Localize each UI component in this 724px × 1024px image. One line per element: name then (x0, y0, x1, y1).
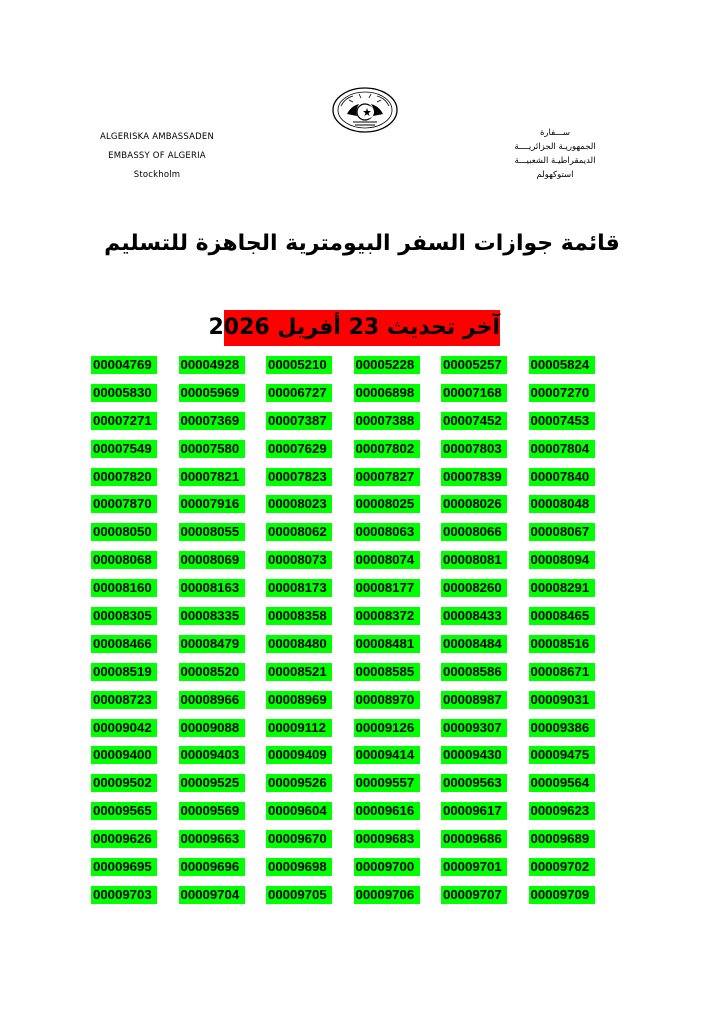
passport-number-cell: 00006727 (266, 384, 332, 402)
passport-number-cell: 00008081 (441, 551, 507, 569)
passport-number-cell: 00008177 (354, 579, 420, 597)
passport-number-cell: 00009683 (354, 830, 420, 848)
embassy-city: Stockholm (133, 170, 181, 180)
passport-number-cell: 00008969 (266, 691, 332, 709)
last-update-banner: آخر تحديث 23 أفريل 2026 (224, 310, 500, 346)
passport-number-cell: 00004928 (179, 356, 245, 374)
passport-number-cell: 00006898 (354, 384, 420, 402)
passport-number-cell: 00008025 (354, 495, 420, 513)
passport-number-cell: 00009707 (441, 886, 507, 904)
passport-number-cell: 00009564 (529, 774, 595, 792)
passport-number-cell: 00004769 (91, 356, 157, 374)
passport-number-cell: 00008585 (354, 663, 420, 681)
passport-number-cell: 00008173 (266, 579, 332, 597)
passport-number-cell: 00008063 (354, 523, 420, 541)
passport-number-cell: 00009475 (529, 746, 595, 764)
passport-number-cell: 00008358 (266, 607, 332, 625)
embassy-name-swedish: ALGERISKA AMBASSADEN (99, 132, 215, 142)
passport-number-cell: 00008026 (441, 495, 507, 513)
document-title: قائمة جوازات السفر البيومترية الجاهزة للتسليم (104, 231, 620, 256)
passport-number-cell: 00007839 (441, 468, 507, 486)
passport-number-cell: 00007453 (529, 412, 595, 430)
passport-number-cell: 00007270 (529, 384, 595, 402)
passport-number-cell: 00009557 (354, 774, 420, 792)
passport-number-cell: 00007804 (529, 440, 595, 458)
passport-number-cell: 00007820 (91, 468, 157, 486)
passport-number-cell: 00009088 (179, 719, 245, 737)
passport-number-cell: 00009563 (441, 774, 507, 792)
passport-number-cell: 00009616 (354, 802, 420, 820)
passport-number-cell: 00009696 (179, 858, 245, 876)
passport-number-cell: 00008519 (91, 663, 157, 681)
passport-number-cell: 00008433 (441, 607, 507, 625)
passport-number-cell: 00008987 (441, 691, 507, 709)
passport-number-cell: 00008073 (266, 551, 332, 569)
passport-number-cell: 00009430 (441, 746, 507, 764)
passport-number-cell: 00009686 (441, 830, 507, 848)
passport-number-cell: 00005210 (266, 356, 332, 374)
passport-number-cell: 00009700 (354, 858, 420, 876)
passport-number-cell: 00008723 (91, 691, 157, 709)
passport-number-cell: 00009569 (179, 802, 245, 820)
passport-number-cell: 00009126 (354, 719, 420, 737)
passport-number-cell: 00008305 (91, 607, 157, 625)
passport-number-cell: 00009031 (529, 691, 595, 709)
passport-number-cell: 00009698 (266, 858, 332, 876)
passport-number-cell: 00007387 (266, 412, 332, 430)
passport-number-cell: 00007802 (354, 440, 420, 458)
passport-number-cell: 00008074 (354, 551, 420, 569)
passport-number-cell: 00007629 (266, 440, 332, 458)
algeria-emblem-icon (331, 86, 399, 134)
republic-line-1-arabic: الجمهوريـة الجزائريــــة (514, 142, 596, 152)
passport-number-cell: 00007916 (179, 495, 245, 513)
embassy-header-latin (82, 128, 232, 185)
passport-number-cell: 00005228 (354, 356, 420, 374)
passport-number-cell: 00008050 (91, 523, 157, 541)
passport-number-cell: 00008023 (266, 495, 332, 513)
passport-number-cell: 00005257 (441, 356, 507, 374)
passport-number-cell: 00009526 (266, 774, 332, 792)
passport-number-cell: 00007168 (441, 384, 507, 402)
passport-number-cell: 00007827 (354, 468, 420, 486)
passport-number-cell: 00008068 (91, 551, 157, 569)
passport-number-cell: 00007823 (266, 468, 332, 486)
passport-number-cell: 00009386 (529, 719, 595, 737)
passport-number-cell: 00009704 (179, 886, 245, 904)
passport-number-cell: 00009525 (179, 774, 245, 792)
passport-number-cell: 00008160 (91, 579, 157, 597)
embassy-name-english: EMBASSY OF ALGERIA (108, 151, 206, 161)
passport-number-cell: 00009702 (529, 858, 595, 876)
passport-number-cell: 00008465 (529, 607, 595, 625)
passport-number-cell: 00007803 (441, 440, 507, 458)
passport-number-cell: 00009689 (529, 830, 595, 848)
passport-number-cell: 00009414 (354, 746, 420, 764)
passport-number-cell: 00007271 (91, 412, 157, 430)
passport-number-cell: 00008970 (354, 691, 420, 709)
passport-number-cell: 00009670 (266, 830, 332, 848)
passport-number-cell: 00008484 (441, 635, 507, 653)
passport-number-cell: 00008069 (179, 551, 245, 569)
passport-number-cell: 00008094 (529, 551, 595, 569)
embassy-header-arabic (500, 126, 610, 182)
passport-number-cell: 00009409 (266, 746, 332, 764)
embassy-label-arabic: ســـفارة (539, 128, 571, 138)
passport-number-cell: 00008372 (354, 607, 420, 625)
passport-number-cell: 00009307 (441, 719, 507, 737)
passport-number-cell: 00009502 (91, 774, 157, 792)
passport-number-cell: 00005830 (91, 384, 157, 402)
passport-number-cell: 00005969 (179, 384, 245, 402)
passport-number-cell: 00008481 (354, 635, 420, 653)
passport-number-cell: 00008291 (529, 579, 595, 597)
passport-number-cell: 00007369 (179, 412, 245, 430)
passport-number-cell: 00008966 (179, 691, 245, 709)
passport-number-cell: 00009400 (91, 746, 157, 764)
passport-number-cell: 00009705 (266, 886, 332, 904)
passport-number-cell: 00008671 (529, 663, 595, 681)
passport-number-cell: 00008260 (441, 579, 507, 597)
passport-number-cell: 00008163 (179, 579, 245, 597)
passport-number-cell: 00009617 (441, 802, 507, 820)
passport-number-cell: 00005824 (529, 356, 595, 374)
passport-number-cell: 00009709 (529, 886, 595, 904)
passport-number-cell: 00008062 (266, 523, 332, 541)
passport-number-cell: 00008066 (441, 523, 507, 541)
republic-line-2-arabic: الديمقراطيـة الشعبيـــة (514, 156, 596, 166)
passport-number-cell: 00007388 (354, 412, 420, 430)
passport-number-cell: 00008335 (179, 607, 245, 625)
embassy-city-arabic: استوكهولم (536, 170, 574, 180)
passport-number-cell: 00009706 (354, 886, 420, 904)
passport-number-grid (91, 356, 595, 904)
passport-number-cell: 00009565 (91, 802, 157, 820)
passport-number-cell: 00007821 (179, 468, 245, 486)
passport-number-cell: 00009604 (266, 802, 332, 820)
passport-number-cell: 00008586 (441, 663, 507, 681)
passport-number-cell: 00009403 (179, 746, 245, 764)
passport-number-cell: 00008466 (91, 635, 157, 653)
passport-number-cell: 00009703 (91, 886, 157, 904)
passport-number-cell: 00008479 (179, 635, 245, 653)
passport-number-cell: 00008067 (529, 523, 595, 541)
passport-number-cell: 00009623 (529, 802, 595, 820)
passport-number-cell: 00007580 (179, 440, 245, 458)
passport-number-cell: 00007870 (91, 495, 157, 513)
passport-number-cell: 00007840 (529, 468, 595, 486)
passport-number-cell: 00008480 (266, 635, 332, 653)
passport-number-cell: 00007549 (91, 440, 157, 458)
passport-number-cell: 00009042 (91, 719, 157, 737)
passport-number-cell: 00009626 (91, 830, 157, 848)
passport-number-cell: 00008521 (266, 663, 332, 681)
passport-number-cell: 00009695 (91, 858, 157, 876)
passport-number-cell: 00009663 (179, 830, 245, 848)
passport-number-cell: 00008055 (179, 523, 245, 541)
passport-number-cell: 00009701 (441, 858, 507, 876)
passport-number-cell: 00007452 (441, 412, 507, 430)
passport-number-cell: 00008048 (529, 495, 595, 513)
passport-number-cell: 00008520 (179, 663, 245, 681)
passport-number-cell: 00008516 (529, 635, 595, 653)
passport-number-cell: 00009112 (266, 719, 332, 737)
